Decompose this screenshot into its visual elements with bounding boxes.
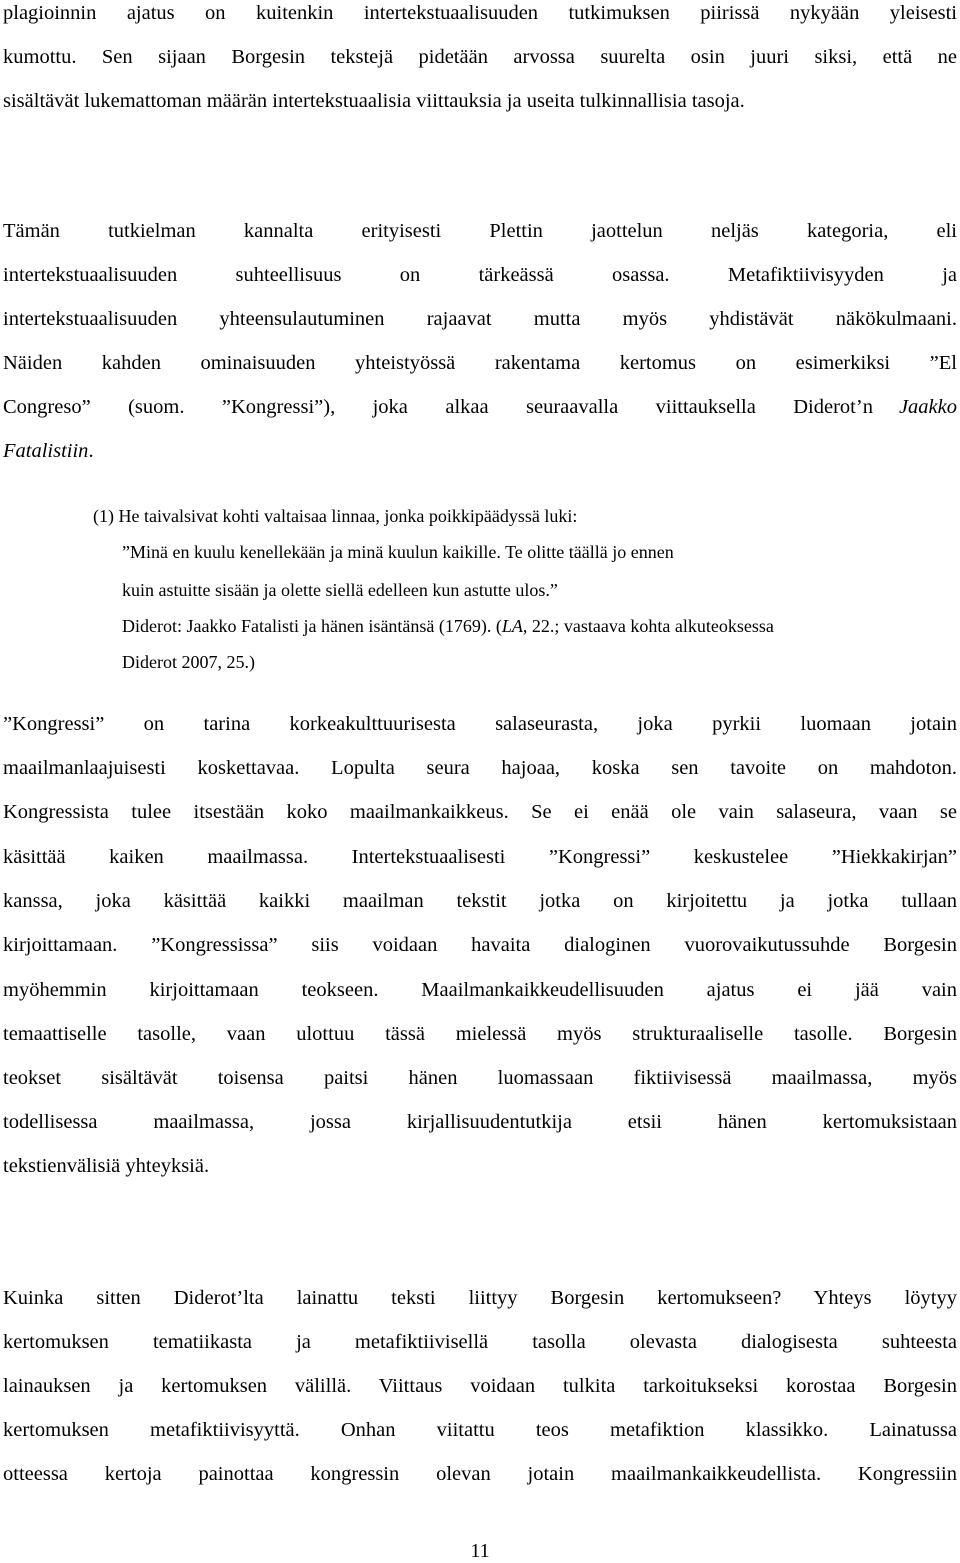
- paragraph-1-line-3: sisältävät lukemattoman määrän intertekstuaalisia viittauksia ja useita tulkinnallisia tasoja.: [3, 90, 745, 112]
- paragraph-3-line-4: käsittää kaiken maailmassa. Intertekstuaalisesti ”Kongressi” keskustelee ”Hiekkakirjan”: [3, 846, 957, 868]
- paragraph-2-line-6-tail: .: [88, 440, 94, 462]
- quote-line-3: kuin astuitte sisään ja olette siellä edelleen kun astutte ulos.”: [122, 580, 558, 600]
- paragraph-4-line-5: otteessa kertoja painottaa kongressin olevan jotain maailmankaikkeudellista. Kongressiin: [3, 1463, 957, 1485]
- paragraph-1-line-2: kumottu. Sen sijaan Borgesin tekstejä pidetään arvossa suurelta osin juuri siksi, että ne: [3, 46, 957, 68]
- quote-source: Diderot: Jaakko Fatalisti ja hänen isäntänsä (1769). (: [122, 616, 502, 636]
- paragraph-3-line-8: temaattiselle tasolle, vaan ulottuu tässä mielessä myös strukturaaliselle tasolle. Borgesin: [3, 1023, 957, 1045]
- paragraph-3-line-6: kirjoittamaan. ”Kongressissa” siis voidaan havaita dialoginen vuorovaikutussuhde Borgesin: [3, 934, 957, 956]
- paragraph-2-line-5-text: Congreso” (suom. ”Kongressi”), joka alkaa seuraavalla viittauksella Diderot’n: [3, 396, 873, 418]
- paragraph-2-line-1: Tämän tutkielman kannalta erityisesti Plettin jaottelun neljäs kategoria, eli: [3, 220, 957, 242]
- paragraph-2-line-5: [3, 394, 957, 420]
- paragraph-2-line-4: Näiden kahden ominaisuuden yhteistyössä rakentama kertomus on esimerkiksi ”El: [3, 352, 957, 374]
- paragraph-3-line-3: Kongressista tulee itsestään koko maailmankaikkeus. Se ei enää ole vain salaseura, vaan se: [3, 801, 957, 823]
- page-number: 11: [470, 1540, 490, 1562]
- quote-line-1: (1) He taivalsivat kohti valtaisaa linnaa, jonka poikkipäädyssä luki:: [93, 506, 578, 526]
- paragraph-3-line-10: todellisessa maailmassa, jossa kirjallisuudentutkija etsii hänen kertomuksistaan: [3, 1111, 957, 1133]
- quote-line-2: ”Minä en kuulu kenellekään ja minä kuulun kaikille. Te olitte täällä jo ennen: [122, 542, 674, 562]
- paragraph-2-line-3: intertekstuaalisuuden yhteensulautuminen rajaavat mutta myös yhdistävät näkökulmaani.: [3, 308, 957, 330]
- work-title-italic: Fatalistiin: [3, 440, 89, 462]
- quote-line-5: Diderot 2007, 25.): [122, 652, 255, 672]
- paragraph-1-line-1: plagioinnin ajatus on kuitenkin intertekstuaalisuuden tutkimuksen piirissä nykyään yleisesti: [3, 2, 957, 24]
- paragraph-4-line-3: lainauksen ja kertomuksen välillä. Viittaus voidaan tulkita tarkoitukseksi korostaa Borgesin: [3, 1375, 957, 1397]
- paragraph-2-line-6: [3, 438, 957, 464]
- paragraph-3-line-1: ”Kongressi” on tarina korkeakulttuurisesta salaseurasta, joka pyrkii luomaan jotain: [3, 713, 957, 735]
- paragraph-3-line-7: myöhemmin kirjoittamaan teokseen. Maailmankaikkeudellisuuden ajatus ei jää vain: [3, 979, 957, 1001]
- quote-line-4: [122, 614, 942, 638]
- paragraph-2-line-5-italic: Jaakko: [898, 396, 957, 418]
- paragraph-4-line-4: kertomuksen metafiktiivisyyttä. Onhan viitattu teos metafiktion klassikko. Lainatussa: [3, 1419, 957, 1441]
- quote-source-rest: , 22.; vastaava kohta alkuteoksessa: [522, 616, 774, 636]
- paragraph-4-line-1: Kuinka sitten Diderot’lta lainattu teksti liittyy Borgesin kertomukseen? Yhteys löytyy: [3, 1287, 957, 1309]
- paragraph-3-line-11: tekstienvälisiä yhteyksiä.: [3, 1155, 210, 1177]
- paragraph-2-line-2: intertekstuaalisuuden suhteellisuus on tärkeässä osassa. Metafiktiivisyyden ja: [3, 264, 957, 286]
- paragraph-4-line-2: kertomuksen tematiikasta ja metafiktiivisellä tasolla olevasta dialogisesta suhteesta: [3, 1331, 957, 1353]
- paragraph-3-line-2: maailmanlaajuisesti koskettavaa. Lopulta seura hajoaa, koska sen tavoite on mahdoton.: [3, 757, 957, 779]
- paragraph-3-line-9: teokset sisältävät toisensa paitsi hänen luomassaan fiktiivisessä maailmassa, myös: [3, 1067, 957, 1089]
- paragraph-3-line-5: kanssa, joka käsittää kaikki maailman tekstit jotka on kirjoitettu ja jotka tullaan: [3, 890, 957, 912]
- quote-source-abbrev: LA: [501, 616, 523, 636]
